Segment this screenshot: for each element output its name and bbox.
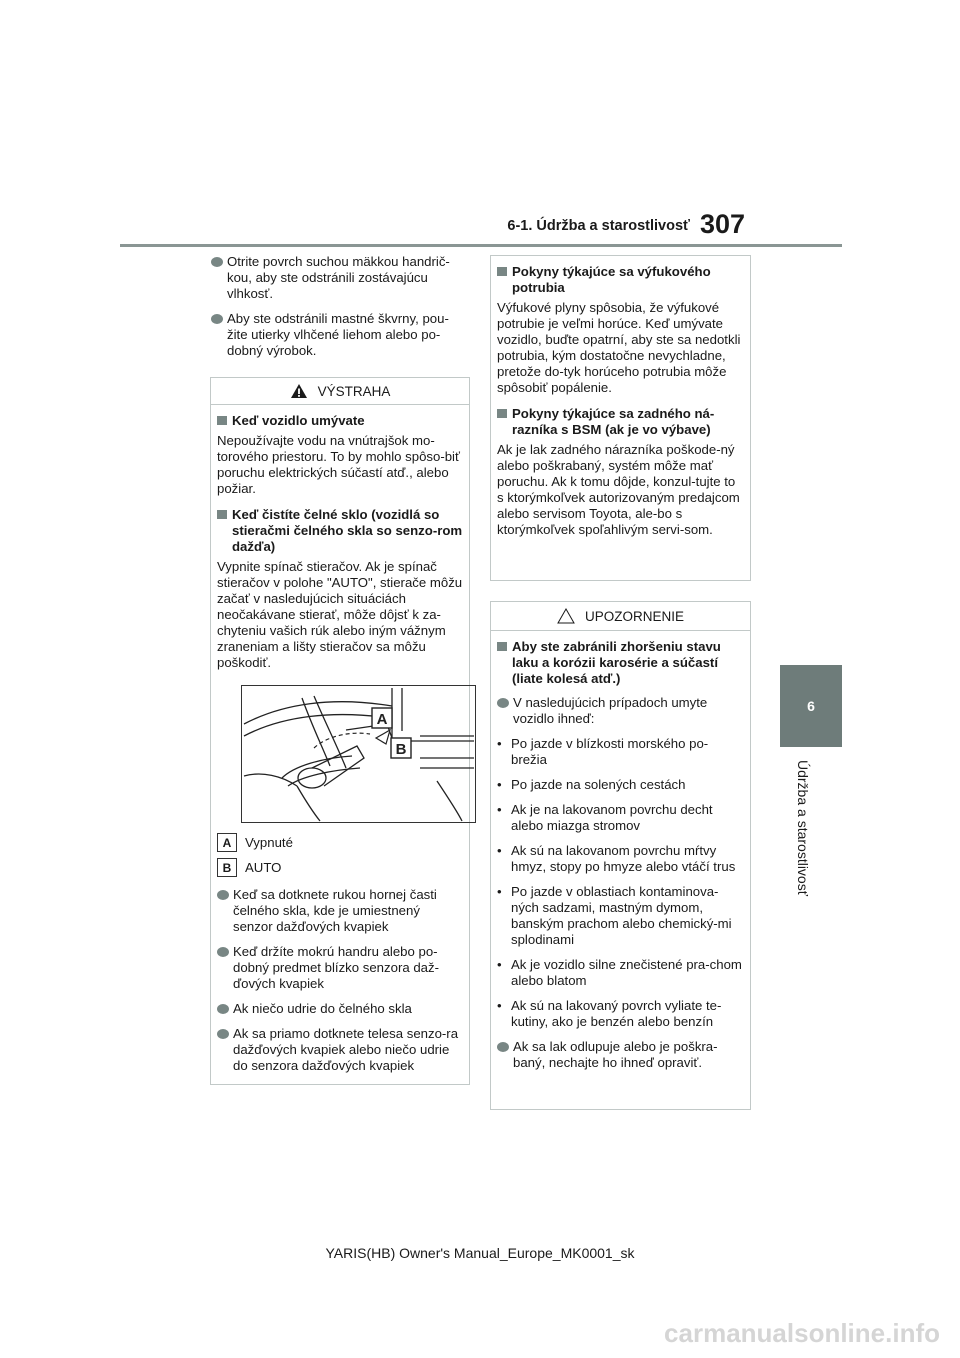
warning-box-continued [490, 255, 751, 581]
warning-text-4: Ak je lak zadného nárazníka poškode-ný alebo poškrabaný, systém môže mať poruchu. Ak k tomu dôjde, konzul-tujte to s ktorýmkoľvek autorizovaným predajcom alebo servisom Toyota, ale-bo s ktorýmkoľvek spoľahlivým servi-som. [497, 442, 740, 537]
callout-b: B [395, 741, 407, 758]
warning-triangle-icon [290, 383, 308, 399]
dash-list-item: • Po jazde na solených cestách [497, 777, 686, 792]
warning-title-bar [211, 378, 469, 405]
warning-continued-body [491, 256, 750, 552]
label-b-box: B [217, 858, 237, 877]
dash-list-item: • Ak je vozidlo silne znečistené pra-chom alebo blatom [497, 957, 742, 988]
warning-body [211, 405, 469, 1087]
notice-title-bar [491, 602, 750, 631]
warning-text-2: Vypnite spínač stieračov. Ak je spínač stieračov v polohe "AUTO", stierače môžu začať v nasledujúcich situáciách neočakávane stierať, môže dôjsť k za-chyteniu vašich rúk alebo iným vážnym zraneniam a lišty stieračov sa môžu poškodiť. [217, 559, 463, 670]
list-item: Otrite povrch suchou mäkkou handrič-kou, aby ste odstránili zostávajúcu vlhkosť. [211, 254, 469, 302]
bullet-dot-icon [497, 1042, 509, 1052]
caution-triangle-icon [557, 608, 575, 624]
warning-heading-4: Pokyny týkajúce sa zadného ná-razníka s BSM (ak je vo výbave) [497, 406, 744, 438]
square-bullet-icon [497, 642, 507, 651]
square-bullet-icon [497, 409, 507, 418]
bullet-dot-icon [217, 1029, 229, 1039]
callout-a: A [376, 711, 388, 728]
legend-item-b: B AUTO [217, 858, 463, 877]
notice-body [491, 631, 750, 1084]
chapter-tab [780, 665, 842, 747]
warning-text-3: Výfukové plyny spôsobia, že výfukové potrubie je veľmi horúce. Keď umývate vozidlo, buďte opatrní, aby ste sa nedotkli potrubia, kým dostatočne nevychladne, pretože do-tyk horúceho potrubia môže spôsobiť popálenie. [497, 300, 741, 395]
dash-list-item: • Ak sú na lakovaný povrch vyliate te-kutiny, ako je benzén alebo benzín [497, 998, 722, 1029]
square-bullet-icon [217, 510, 227, 519]
label-a-box: A [217, 833, 237, 852]
notice-heading: Aby ste zabránili zhoršeniu stavu laku a korózii karosérie a súčastí (liate kolesá atď.) [497, 639, 744, 687]
chapter-number: 6 [807, 698, 815, 714]
header-rule [120, 244, 842, 247]
bullet-dot-icon [217, 1004, 229, 1014]
watermark: carmanualsonline.info [664, 1318, 940, 1348]
square-bullet-icon [217, 416, 227, 425]
list-item: Keď držíte mokrú handru alebo po-dobný predmet blízko senzora daž-ďových kvapiek [217, 944, 463, 992]
footer-text: YARIS(HB) Owner's Manual_Europe_MK0001_sk [325, 1245, 635, 1261]
page-number: 307 [700, 209, 746, 239]
list-item: Aby ste odstránili mastné škvrny, pou-žite utierky vlhčené liehom alebo po-dobný výrobok. [211, 311, 469, 359]
warning-heading-2: Keď čistíte čelné sklo (vozidlá so stieračmi čelného skla so senzo-rom dažďa) [217, 507, 463, 555]
list-item: Ak niečo udrie do čelného skla [217, 1001, 463, 1017]
left-intro [211, 254, 469, 368]
notice-title: UPOZORNENIE [584, 608, 684, 624]
list-item: Keď sa dotknete rukou hornej časti čelného skla, kde je umiestnený senzor dažďových kvapiek [217, 887, 463, 935]
bullet-dot-icon [217, 947, 229, 957]
list-item: Ak sa lak odlupuje alebo je poškra-baný, nechajte ho ihneď opraviť. [497, 1039, 744, 1071]
bullet-dot-icon [217, 890, 229, 900]
bullet-dot-icon [211, 314, 223, 324]
dash-list-item: • Po jazde v blízkosti morského po-brežia [497, 736, 709, 767]
bullet-dot-icon [211, 257, 223, 267]
square-bullet-icon [497, 267, 507, 276]
legend-item-a: A Vypnuté [217, 833, 463, 852]
dash-list-item: • Ak sú na lakovanom povrchu mŕtvy hmyz, stopy po hmyze alebo vtáčí trus [497, 843, 736, 874]
list-item: Ak sa priamo dotknete telesa senzo-ra dažďových kvapiek alebo niečo udrie do senzora dažďových kvapiek [217, 1026, 463, 1074]
warning-title: VÝSTRAHA [317, 383, 391, 399]
notice-box [490, 601, 751, 1110]
dash-list-item: • Po jazde v oblastiach kontaminova-ných sadzami, mastným dymom, banským prachom alebo chemický-mi splodinami [497, 884, 732, 947]
bullet-dot-icon [497, 698, 509, 708]
list-item: V nasledujúcich prípadoch umyte vozidlo ihneď: [497, 695, 744, 727]
warning-heading-3: Pokyny týkajúce sa výfukového potrubia [497, 264, 744, 296]
chapter-title-vertical: Údržba a starostlivosť [795, 760, 811, 896]
dash-list-item: • Ak je na lakovanom povrchu decht alebo miazga stromov [497, 802, 713, 833]
section-title: 6-1. Údržba a starostlivosť [507, 218, 690, 234]
wiper-switch-illustration [241, 685, 476, 823]
warning-box [210, 377, 470, 1085]
warning-text-1: Nepoužívajte vodu na vnútrajšok mo-torového priestoru. To by mohlo spôso-biť poruchu elektrických súčastí atď., alebo požiar. [217, 433, 460, 496]
warning-heading-1: Keď vozidlo umývate [217, 413, 463, 429]
